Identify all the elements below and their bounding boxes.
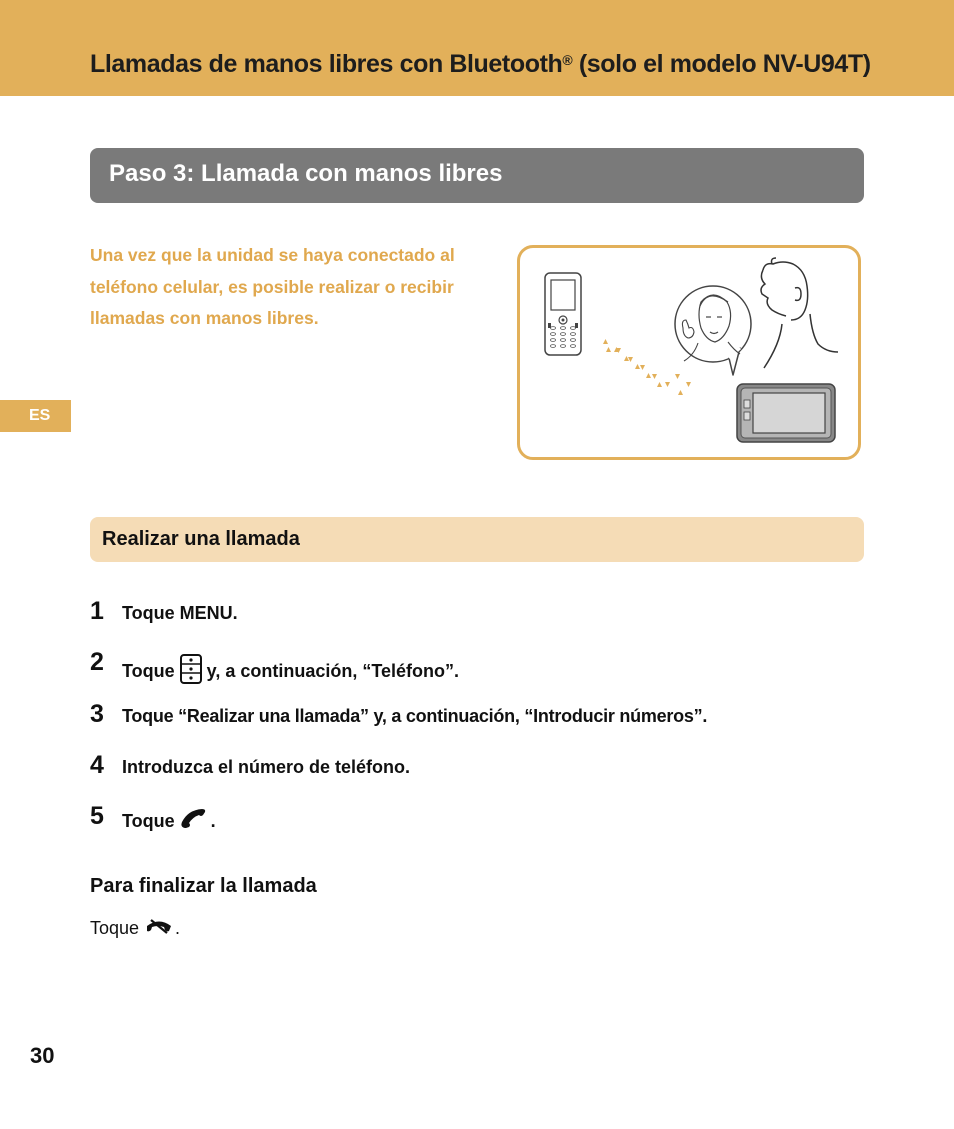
step-number: 3 [90,700,104,728]
end-call-text-after: . [175,918,181,938]
language-label: ES [29,407,51,424]
title-suffix: (solo el modelo NV-U94T) [572,50,871,78]
step-text-after: y, a continuación, “Teléfono”. [206,661,460,681]
step-text [122,706,707,727]
phone-call-icon [179,808,207,835]
step-text-before: Toque [122,661,175,681]
step-4 [90,751,850,783]
speech-bubble-icon [675,286,751,375]
header-band [0,0,954,96]
page-number: 30 [30,1043,55,1068]
menu-list-icon [179,654,203,689]
step-text [122,757,410,778]
step-number: 1 [90,597,104,625]
section-bar [90,148,864,203]
step-text-main: Introduzca el número de teléfono. [122,757,411,777]
step-number: 5 [90,802,104,830]
step-text [122,654,459,689]
step-number: 4 [90,751,104,779]
step-5 [90,802,850,834]
mobile-phone-icon [545,273,581,355]
phone-hangup-icon [145,917,173,940]
signal-icon [603,339,691,395]
step-text [122,603,238,624]
step-3 [90,700,850,732]
step-text [122,808,216,835]
illustration-svg [520,248,858,457]
navigation-device-icon [737,384,835,442]
step-1 [90,597,850,629]
step-number: 2 [90,648,104,676]
end-call-text-before: Toque [90,918,140,938]
page-title [90,50,871,79]
title-text: Llamadas de manos libres con Bluetooth [90,50,563,78]
step-text-after: . [210,811,216,831]
subsection-bar [90,517,864,562]
section-title: Paso 3: Llamada con manos libres [109,160,503,187]
registered-mark: ® [562,52,573,68]
hands-free-illustration [517,245,861,460]
intro-text: Una vez que la unidad se haya conectado al teléfono celular, es posible realizar o recibir llamadas con manos libres. [90,245,455,328]
step-2 [90,648,850,680]
step-text-main: Toque “Realizar una llamada” y, a continuación, “Introducir números”. [122,706,708,726]
end-call-text [90,917,180,940]
step-text-before: Toque [122,811,175,831]
end-call-heading: Para finalizar la llamada [90,875,317,897]
step-text-main: Toque MENU. [122,603,238,623]
subsection-title: Realizar una llamada [102,528,300,550]
person-icon [761,258,838,368]
